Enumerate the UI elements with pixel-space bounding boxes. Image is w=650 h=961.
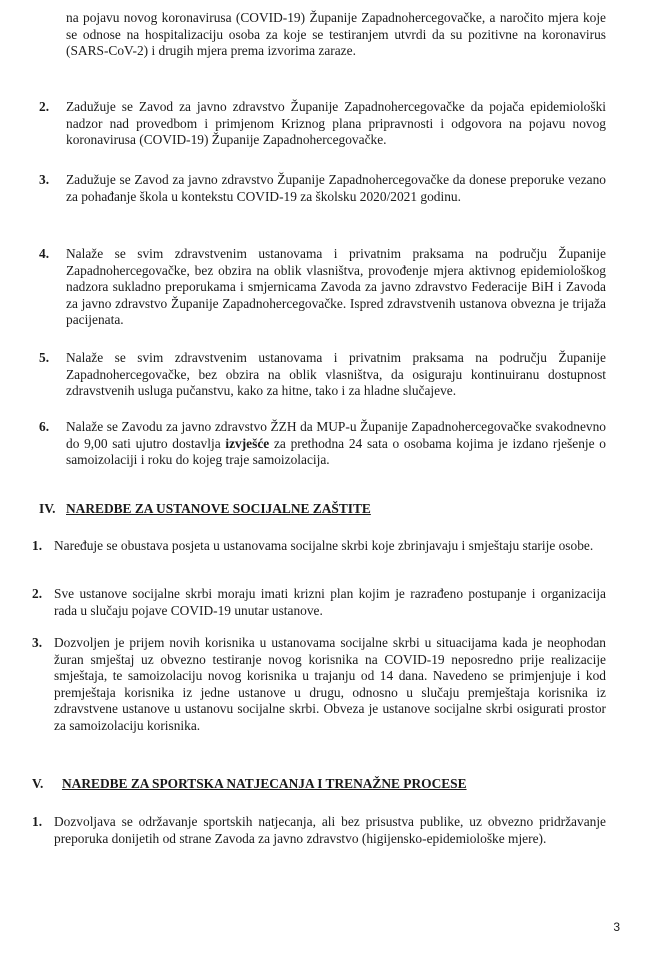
section-roman: V. xyxy=(32,776,44,791)
item-text: Dozvoljen je prijem novih korisnika u ustanovama socijalne skrbi u situacijama kada je neophodan žuran smještaj uz obvezno testiranje novog korisnika na COVID-19 neposredno prije realizacije smještaja, te samoizolaciju novog korisnika u trajanju od 14 dana. Navedeno se primjenjuje i kod premještaja korisnika iz jedne ustanove u drugu, odnosno u slučaju premještaja korisnika iz zdravstvene ustanove u ustanovu socijalne skrbi. Obveza je ustanove socijalne skrbi osigurati prostor za samoizolaciju korisnika. xyxy=(54,635,606,733)
item-number: 3. xyxy=(39,172,50,187)
section-title: NAREDBE ZA SPORTSKA NATJECANJA I TRENAŽNE PROCESE xyxy=(62,776,467,791)
item-text: Dozvoljava se održavanje sportskih natjecanja, ali bez prisustva publike, uz obvezno pridržavanje preporuka donijetih od strane Zavoda za javno zdravstvo (higijensko-epidemiološke mjere). xyxy=(54,814,606,846)
item-number: 6. xyxy=(39,419,50,434)
item-text-before: Nalaže se Zavodu za javno zdravstvo ŽZH da MUP-u Županije Zapadnohercegovačke svakodnevno do 9,00 sati ujutro dostavlja xyxy=(66,419,606,451)
item-text: Zadužuje se Zavod za javno zdravstvo Županije Zapadnohercegovačke da pojača epidemiološki nadzor nad provedbom i primjenom Kriznog plana pripravnosti i odgovora na pojavu novog koronavirusa (COVID-19) Županije Zapadnohercegovačke. xyxy=(66,99,606,147)
item-text-bold: izvješće xyxy=(225,435,270,451)
item-number: 5. xyxy=(39,350,50,365)
intro-paragraph: na pojavu novog koronavirusa (COVID-19) Županije Zapadnohercegovačke, a naročito mjera koje se odnose na hospitalizaciju osoba za koje se testiranjem utvrdi da su pozitivne na koronavirus (SARS-CoV-2) i drugih mjera prema izvorima zaraze. xyxy=(66,10,606,58)
item-text: Nalaže se svim zdravstvenim ustanovama i privatnim praksama na području Županije Zapadnohercegovačke, bez obzira na oblik vlasništva, da osiguraju kontinuiranu dostupnost zdravstvenih usluga pučanstvu, kako za hitne, tako i za hladne slučajeve. xyxy=(66,350,606,398)
item-text: Naređuje se obustava posjeta u ustanovama socijalne skrbi koje zbrinjavaju i smještaju starije osobe. xyxy=(54,538,594,553)
item-number: 3. xyxy=(32,635,43,650)
item-text-after: za prethodna 24 sata o osobama kojima je izdano rješenje o samoizolaciji i roku do kojeg traje samoizolacija. xyxy=(66,435,606,467)
item-text xyxy=(66,419,606,469)
section-roman: IV. xyxy=(39,501,56,516)
item-text: Sve ustanove socijalne skrbi moraju imati krizni plan kojim je razrađeno postupanje i organizacija rada u slučaju pojave COVID-19 unutar ustanove. xyxy=(54,586,606,618)
section-heading xyxy=(39,501,599,519)
item-number: 2. xyxy=(39,99,50,114)
item-text: Nalaže se svim zdravstvenim ustanovama i privatnim praksama na području Županije Zapadnohercegovačke, bez obzira na oblik vlasništva, provođenje mjera aktivnog epidemiološkog nadzora sukladno preporukama i smjernicama Zavoda za javno zdravstvo Federacije BiH i Zavoda za javno zdravstvo Županije Zapadnohercegovačke. Ispred zdravstvenih ustanova obvezna je trijaža pacijenata. xyxy=(66,246,606,327)
section-heading xyxy=(32,776,612,794)
item-text: Zadužuje se Zavod za javno zdravstvo Županije Zapadnohercegovačke da donese preporuke vezano za pohađanje škola u kontekstu COVID-19 za školsku 2020/2021 godinu. xyxy=(66,172,606,204)
item-number: 1. xyxy=(32,538,43,553)
item-number: 1. xyxy=(32,814,43,829)
page-number: 3 xyxy=(613,920,620,934)
section-title: NAREDBE ZA USTANOVE SOCIJALNE ZAŠTITE xyxy=(66,501,371,516)
item-number: 4. xyxy=(39,246,50,261)
item-number: 2. xyxy=(32,586,43,601)
